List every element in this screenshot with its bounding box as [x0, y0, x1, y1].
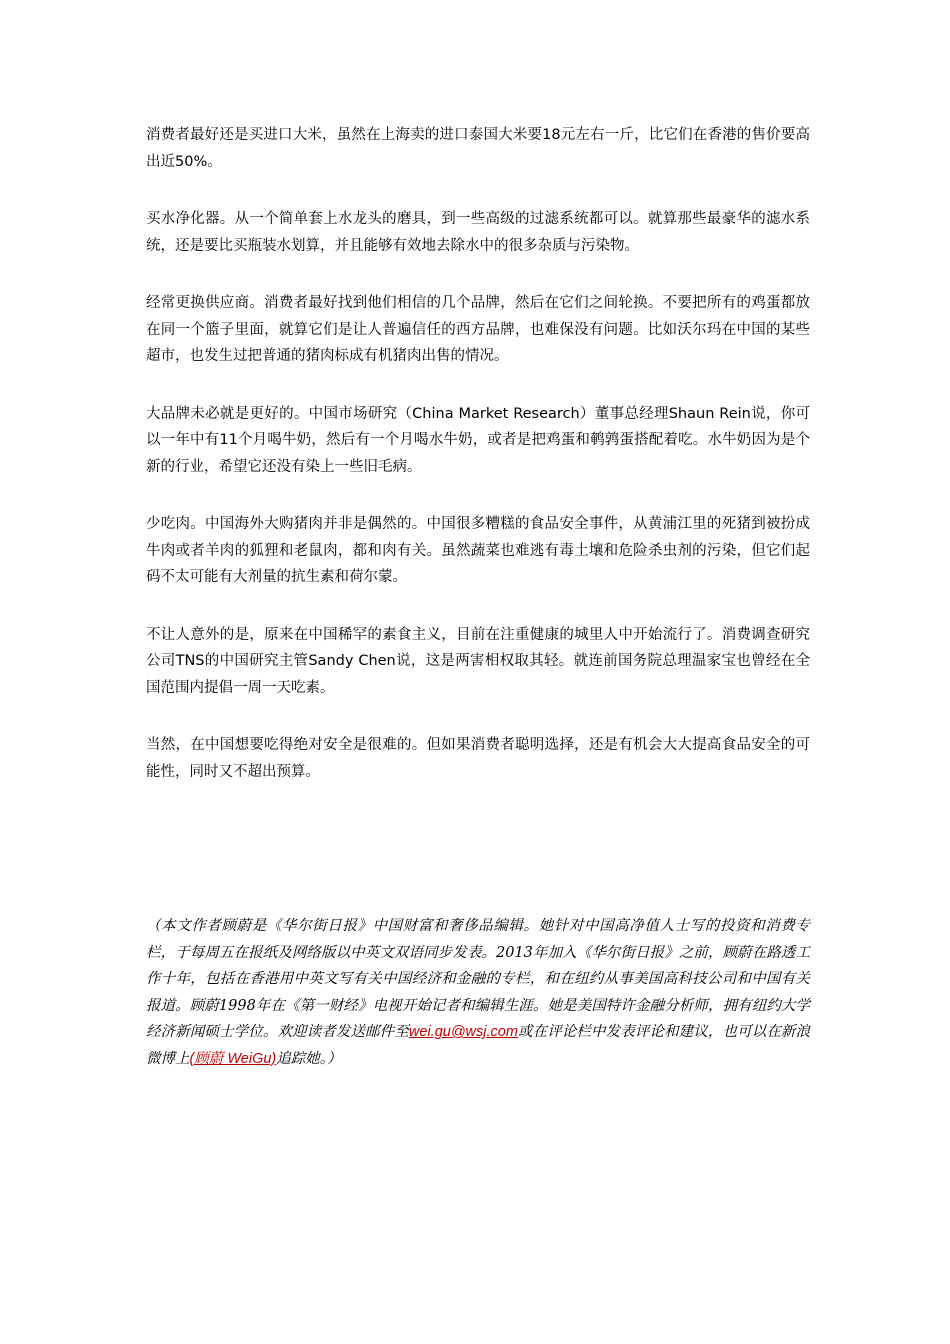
footnote-text-end: 追踪她。）	[276, 1050, 342, 1067]
paragraph-conclusion: 当然，在中国想要吃得绝对安全是很难的。但如果消费者聪明选择，还是有机会大大提高食品安全的可能性，同时又不超出预算。	[146, 737, 810, 780]
paragraph-rotate-suppliers: 经常更换供应商。消费者最好找到他们相信的几个品牌，然后在它们之间轮换。不要把所有的鸡蛋都放在同一个篮子里面，就算它们是让人普遍信任的西方品牌，也难保没有问题。比如沃尔玛在中国的某些超市，也发生过把普通的猪肉标成有机猪肉出售的情况。	[146, 295, 810, 364]
article-body	[146, 122, 810, 785]
author-email-link[interactable]: wei.gu@wsj.com	[408, 1024, 518, 1040]
footnote-text-middle: 或在评论栏中发表评论和建议，也可以在新浪微博上	[146, 1024, 811, 1067]
paragraph-vegetarianism: 不让人意外的是，原来在中国稀罕的素食主义，目前在注重健康的城里人中开始流行了。消费调查研究公司TNS的中国研究主管Sandy Chen说，这是两害相权取其轻。就连前国务院总理温家宝也曾经在全国范围内提倡一周一天吃素。	[146, 626, 810, 696]
paragraph-imported-rice: 消费者最好还是买进口大米，虽然在上海卖的进口泰国大米要18元左右一斤，比它们在香港的售价要高出近50%。	[146, 127, 810, 170]
paragraph-eat-less-meat: 少吃肉。中国海外大购猪肉并非是偶然的。中国很多糟糕的食品安全事件，从黄浦江里的死猪到被扮成牛肉或者羊肉的狐狸和老鼠肉，都和肉有关。虽然蔬菜也难逃有毒土壤和危险杀虫剂的污染，但它们起码不太可能有大剂量的抗生素和荷尔蒙。	[146, 516, 810, 585]
author-bio-footnote	[146, 913, 810, 1072]
weibo-profile-link[interactable]: (顾蔚 WeiGu)	[189, 1050, 277, 1067]
paragraph-water-purifier: 买水净化器。从一个简单套上水龙头的磨具，到一些高级的过滤系统都可以。就算那些最豪华的滤水系统，还是要比买瓶装水划算，并且能够有效地去除水中的很多杂质与污染物。	[146, 211, 810, 254]
footnote-text-intro: （本文作者顾蔚是《华尔街日报》中国财富和奢侈品编辑。她针对中国高净值人士写的投资和消费专栏，于每周五在报纸及网络版以中英文双语同步发表。2013年加入《华尔街日报》之前，顾蔚在路透工作十年，包括在香港用中英文写有关中国经济和金融的专栏，和在纽约从事美国高科技公司和中国有关报道。顾蔚1998年在《第一财经》电视开始记者和编辑生涯。她是美国特许金融分析师，拥有纽约大学经济新闻硕士学位。欢迎读者发送邮件至	[146, 918, 810, 1040]
paragraph-big-brands: 大品牌未必就是更好的。中国市场研究（China Market Research）董事总经理Shaun Rein说，你可以一年中有11个月喝牛奶，然后有一个月喝水牛奶，或者是把鸡蛋和鹌鹑蛋搭配着吃。水牛奶因为是个新的行业，希望它还没有染上一些旧毛病。	[146, 405, 810, 475]
